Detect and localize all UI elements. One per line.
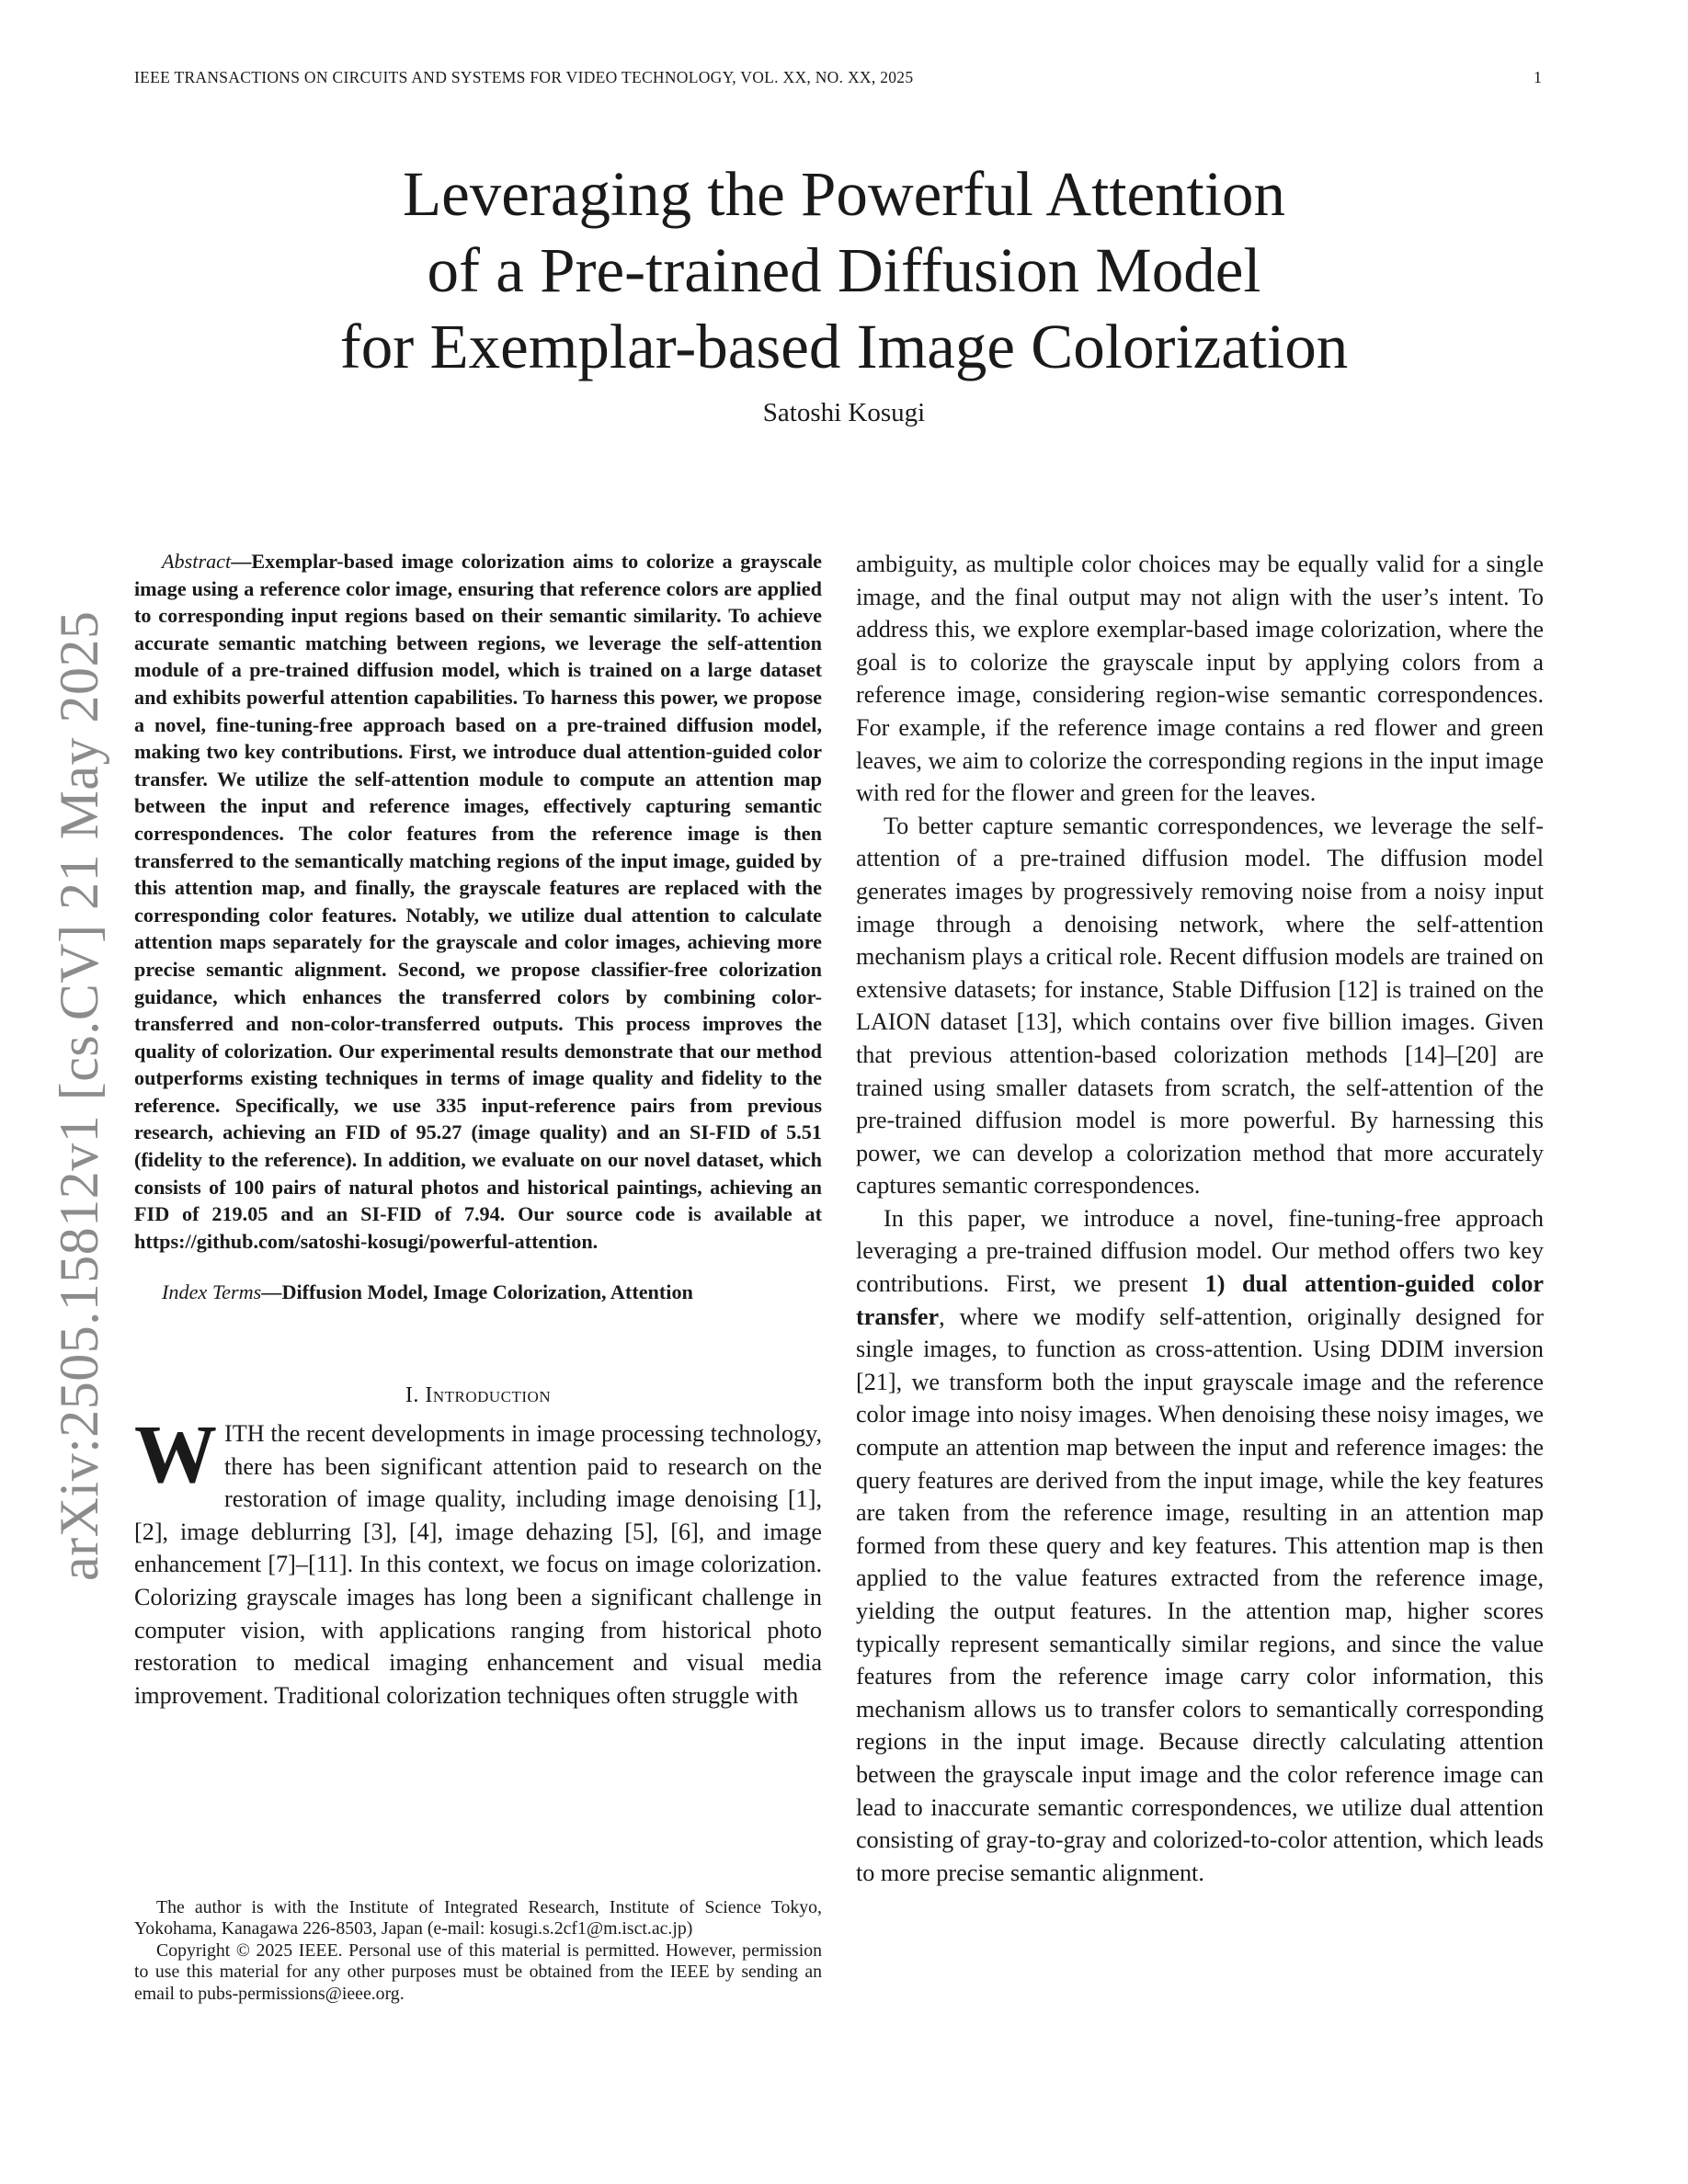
left-column [134,548,822,1712]
page-number: 1 [1534,68,1542,86]
footnote-copyright: Copyright © 2025 IEEE. Personal use of this material is permitted. However, permission to use this material for any other purposes must be obtained from the IEEE by sending an email to pubs-permissions@ieee.org. [134,1939,822,2004]
index-terms [134,1279,822,1306]
right-column [856,548,1544,1889]
footnote [134,1897,822,2005]
intro-paragraph-1 [134,1409,822,1712]
abstract-text: —Exemplar-based image colorization aims to colorize a grayscale image using a reference color image, ensuring that reference colors are applied to corresponding input regions based on their semantic similarity. To achieve accurate semantic matching between regions, we leverage the self-attention module of a pre-trained diffusion model, which is trained on a large dataset and exhibits powerful attention capabilities. To harness this power, we propose a novel, fine-tuning-free approach based on a pre-trained diffusion model, making two key contributions. First, we introduce dual attention-guided color transfer. We utilize the self-attention module to compute an attention map between the input and reference images, effectively capturing semantic correspondences. The color features from the reference image is then transferred to the semantically matching regions of the input image, guided by this attention map, and finally, the grayscale features are replaced with the corresponding color features. Notably, we utilize dual attention to calculate attention maps separately for the grayscale and color images, achieving more precise semantic alignment. Second, we propose classifier-free colorization guidance, which enhances the transferred colors by combining color-transferred and non-color-transferred outputs. This process improves the quality of colorization. Our experimental results demonstrate that our method outperforms existing techniques in terms of image quality and fidelity to the reference. Specifically, we use 335 input-reference pairs from previous research, achieving an FID of 95.27 (image quality) and an SI-FID of 5.51 (fidelity to the reference). In addition, we evaluate on our novel dataset, which consists of 100 pairs of natural photos and historical paintings, achieving an FID of 219.05 and an SI-FID of 7.94. Our source code is available at https://github.com/satoshi-kosugi/powerful-attention. [134,550,822,1253]
right-paragraph-2: To better capture semantic correspondences, we leverage the self-attention of a pre-trained diffusion model. The diffusion model generates images by progressively removing noise from a noisy input image through a denoising network, where the self-attention mechanism plays a critical role. Recent diffusion models are trained on extensive datasets; for instance, Stable Diffusion [12] is trained on the LAION dataset [13], which contains over five billion images. Given that previous attention-based colorization methods [14]–[20] are trained using smaller datasets from scratch, the self-attention of the pre-trained diffusion model is more powerful. By harnessing this power, we can develop a colorization method that more accurately captures semantic correspondences. [856,812,1544,1200]
section-heading-introduction: I. Introduction [405,1383,552,1408]
author-name: Satoshi Kosugi [762,398,926,427]
arxiv-identifier: arXiv:2505.15812v1 [cs.CV] 21 May 2025 [49,610,109,1581]
right-paragraph-3 [856,1202,1544,1889]
index-terms-text: —Diffusion Model, Image Colorization, Attention [261,1280,693,1304]
footnote-affiliation: The author is with the Institute of Integrated Research, Institute of Science Tokyo, Yokohama, Kanagawa 226-8503, Japan (e-mail: kosugi.s.2cf1@m.isct.ac.jp) [134,1897,822,1939]
title-line-2: of a Pre-trained Diffusion Model [427,235,1261,305]
drop-cap: W [134,1409,217,1501]
contribution-1-bold: 1) dual attention-guided color transfer [856,1270,1545,1330]
paper-title [0,156,1688,385]
index-terms-label: Index Terms [162,1280,262,1304]
journal-header: IEEE TRANSACTIONS ON CIRCUITS AND SYSTEMS FOR VIDEO TECHNOLOGY, VOL. XX, NO. XX, 2025 [134,68,914,86]
title-line-3: for Exemplar-based Image Colorization [339,312,1349,381]
right-paragraph-1: ambiguity, as multiple color choices may be equally valid for a single image, and the final output may not align with the user’s intent. To address this, we explore exemplar-based image colorization, where the goal is to colorize the grayscale input by applying colors from a reference image, considering region-wise semantic correspondences. For example, if the reference image contains a red flower and green leaves, we aim to colorize the corresponding regions in the input image with red for the flower and green for the leaves. [856,551,1544,807]
right-paragraph-3-part-a: In this paper, we introduce a novel, fine-tuning-free approach leveraging a pre-trained diffusion model. Our method offers two key contributions. First, we present [856,1204,1544,1298]
intro-paragraph-1-text: ITH the recent developments in image processing technology, there has been significant attention paid to research on the restoration of image quality, including image denoising [1], [2], image deblurring [3], [4], image dehazing [5], [6], and image enhancement [7]–[11]. In this context, we focus on image colorization. Colorizing grayscale images has long been a significant challenge in computer vision, with applications ranging from historical photo restoration to medical imaging enhancement and visual media improvement. Traditional colorization techniques often struggle with [134,1420,822,1709]
title-line-1: Leveraging the Powerful Attention [402,159,1285,229]
abstract [134,548,822,1255]
abstract-label: Abstract [162,550,232,573]
right-paragraph-3-part-b: , where we modify self-attention, originally designed for single images, to function as cross-attention. Using DDIM inversion [21], we transform both the input grayscale image and the reference color image into noisy images. When denoising these noisy images, we compute an attention map between the input and reference images: the query features are derived from the input image, while the key features are taken from the reference image, resulting in an attention map formed from these query and key features. This attention map is then applied to the value features extracted from the reference image, yielding the output features. In the attention map, higher scores typically represent semantically similar regions, and since the value features from the reference image carry color information, this mechanism allows us to transfer colors to semantically corresponding regions in the input image. Because directly calculating attention between the grayscale input image and the color reference image can lead to inaccurate semantic correspondences, we utilize dual attention consisting of gray-to-gray and colorized-to-color attention, which leads to more precise semantic alignment. [856,1302,1544,1886]
